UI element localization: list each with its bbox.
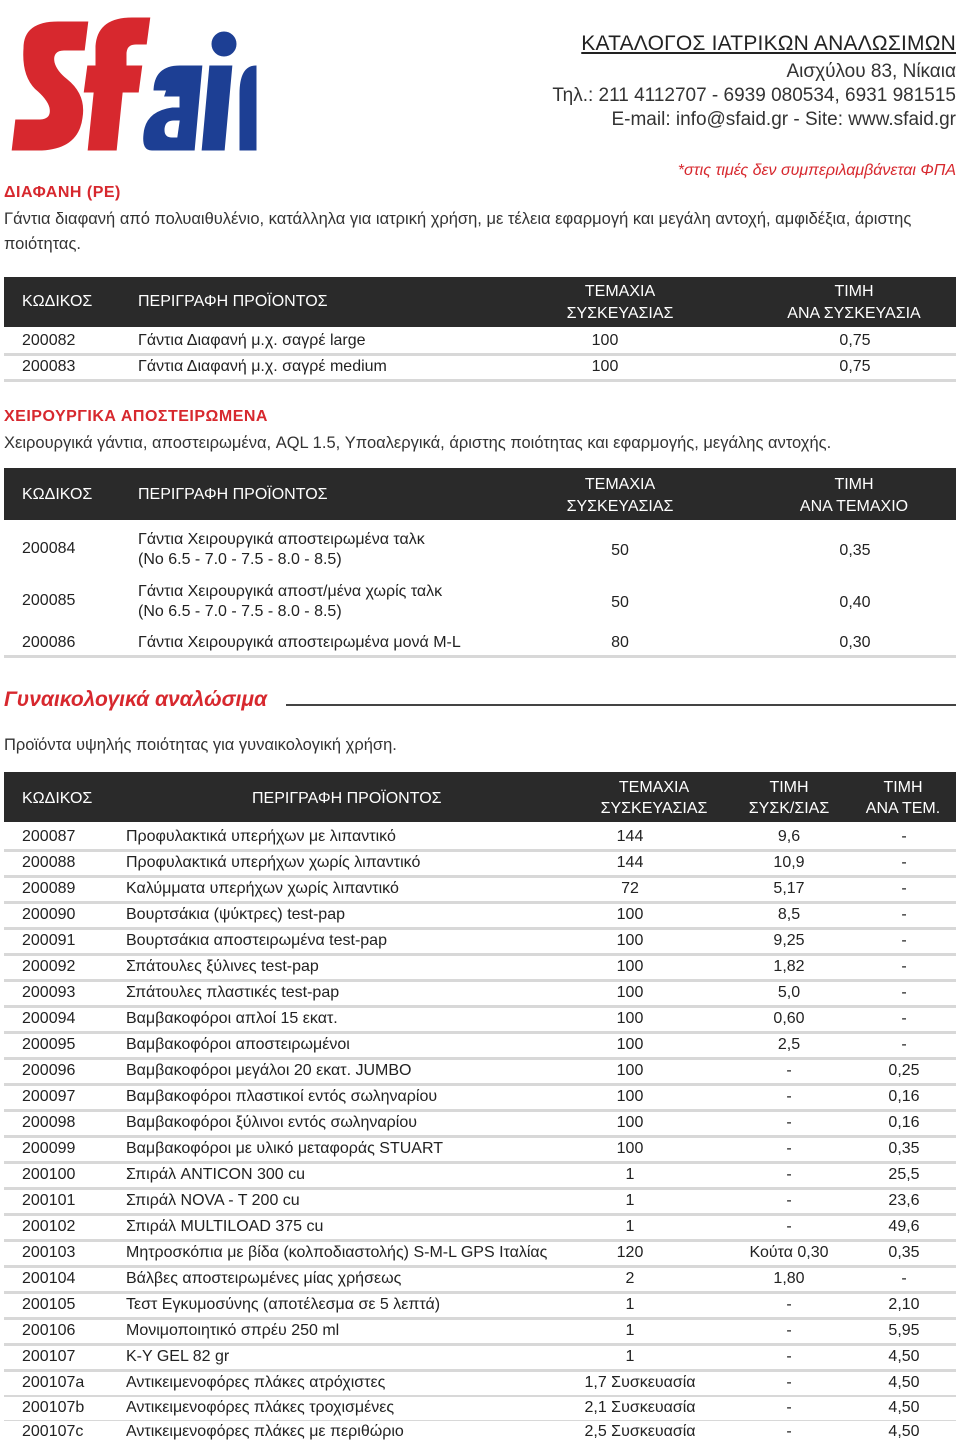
table-row xyxy=(4,1216,956,1242)
section-title-gynecology: Γυναικολογικά αναλώσιμα xyxy=(4,688,268,711)
cell-pack-price: - xyxy=(786,1322,792,1339)
section-title-surgical: ΧΕΙΡΟΥΡΓΙΚΑ ΑΠΟΣΤΕΙΡΩΜΕΝΑ xyxy=(4,408,268,425)
table-header-pe xyxy=(4,277,956,327)
cell-description: Αντικειμενοφόρες πλάκες τροχισμένες xyxy=(126,1399,395,1416)
table-row xyxy=(4,1034,956,1060)
cell-pack-price: - xyxy=(786,1192,792,1209)
cell-qty: 100 xyxy=(591,332,619,349)
cell-unit-price: 5,95 xyxy=(888,1322,920,1339)
cell-description: Αντικειμενοφόρες πλάκες ατρόχιστες xyxy=(126,1374,386,1391)
cell-code: 200092 xyxy=(22,958,76,975)
header-code: ΚΩΔΙΚΟΣ xyxy=(22,293,93,310)
table-row xyxy=(4,904,956,930)
cell-unit-price: 2,10 xyxy=(888,1296,920,1313)
table-row xyxy=(4,826,956,852)
cell-unit-price: 4,50 xyxy=(888,1374,920,1391)
cell-description: Αντικειμενοφόρες πλάκες με περιθώριο xyxy=(126,1423,404,1440)
cell-qty: 100 xyxy=(591,358,619,375)
header-unit-price-line2: ΑΝΑ ΤΕΜ. xyxy=(865,800,941,817)
cell-description: Γάντια Χειρουργικά αποστειρωμένα μονά M-L xyxy=(138,634,461,651)
cell-unit-price: - xyxy=(901,854,907,871)
cell-code: 200091 xyxy=(22,932,76,949)
header-contact xyxy=(552,32,956,132)
cell-description: Σπάτουλες πλαστικές test-pap xyxy=(126,984,340,1001)
logo-aid-mark xyxy=(142,30,258,152)
cell-pack-price: 1,82 xyxy=(773,958,805,975)
header-description: ΠΕΡΙΓΡΑΦΗ ΠΡΟΪΟΝΤΟΣ xyxy=(138,293,328,310)
cell-unit-price: 0,16 xyxy=(888,1088,920,1105)
cell-code: 200085 xyxy=(22,592,76,609)
table-row xyxy=(4,1320,956,1346)
cell-pack-price: 0,60 xyxy=(773,1010,805,1027)
cell-unit-price: - xyxy=(901,906,907,923)
cell-description: Γάντια Διαφανή μ.χ. σαγρέ large xyxy=(138,332,366,349)
cell-code: 200101 xyxy=(22,1192,76,1209)
header-price-line1: ΤΙΜΗ xyxy=(834,283,874,300)
cell-unit-price: 0,35 xyxy=(888,1140,920,1157)
cell-code: 200107c xyxy=(22,1423,84,1440)
cell-qty: 2 xyxy=(625,1270,635,1287)
cell-unit-price: 23,6 xyxy=(888,1192,920,1209)
cell-qty: 100 xyxy=(616,1088,644,1105)
cell-code: 200100 xyxy=(22,1166,76,1183)
cell-pack-price: - xyxy=(786,1088,792,1105)
cell-qty: 100 xyxy=(616,1062,644,1079)
cell-pack-price: 5,0 xyxy=(777,984,801,1001)
cell-pack-price: Κούτα 0,30 xyxy=(749,1244,829,1261)
cell-pack-price: 9,6 xyxy=(777,828,801,845)
cell-pack-price: - xyxy=(786,1423,792,1440)
cell-qty: 1,7 Συσκευασία xyxy=(584,1374,696,1391)
cell-description: Βουρτσάκια (ψύκτρες) test-pap xyxy=(126,906,345,923)
cell-qty: 100 xyxy=(616,1036,644,1053)
cell-pack-price: 9,25 xyxy=(773,932,805,949)
cell-qty: 1 xyxy=(625,1166,635,1183)
cell-qty: 1 xyxy=(625,1218,635,1235)
cell-description: Σπιράλ MULTILOAD 375 cu xyxy=(126,1218,324,1235)
table-row xyxy=(4,1008,956,1034)
table-row xyxy=(4,528,956,576)
table-row xyxy=(4,1242,956,1268)
cell-code: 200093 xyxy=(22,984,76,1001)
cell-code: 200107 xyxy=(22,1348,76,1365)
header-qty-line2: ΣΥΣΚΕΥΑΣΙΑΣ xyxy=(566,498,674,515)
cell-pack-price: 5,17 xyxy=(773,880,805,897)
cell-description: Βάλβες αποστειρωμένες μίας χρήσεως xyxy=(126,1270,402,1287)
cell-code: 200104 xyxy=(22,1270,76,1287)
cell-pack-price: - xyxy=(786,1218,792,1235)
header-description: ΠΕΡΙΓΡΑΦΗ ΠΡΟΪΟΝΤΟΣ xyxy=(252,790,442,807)
cell-description: Μητροσκόπια με βίδα (κολποδιαστολής) S-M-L GPS Ιταλίας xyxy=(126,1244,548,1261)
table-row xyxy=(4,956,956,982)
header-qty-line2: ΣΥΣΚΕΥΑΣΙΑΣ xyxy=(600,800,708,817)
cell-description: Προφυλακτικά υπερήχων με λιπαντικό xyxy=(126,828,396,845)
cell-qty: 1 xyxy=(625,1296,635,1313)
cell-pack-price: 8,5 xyxy=(777,906,801,923)
table-row xyxy=(4,1190,956,1216)
cell-unit-price: - xyxy=(901,1036,907,1053)
table-row xyxy=(4,1294,956,1320)
cell-description-line2: (No 6.5 - 7.0 - 7.5 - 8.0 - 8.5) xyxy=(138,551,342,568)
cell-code: 200107b xyxy=(22,1399,85,1416)
cell-pack-price: - xyxy=(786,1166,792,1183)
cell-code: 200089 xyxy=(22,880,76,897)
table-row xyxy=(4,1164,956,1190)
header-qty-line1: ΤΕΜΑΧΙΑ xyxy=(584,476,656,493)
cell-price: 0,35 xyxy=(839,542,871,559)
cell-unit-price: 4,50 xyxy=(888,1399,920,1416)
header-code: ΚΩΔΙΚΟΣ xyxy=(22,790,93,807)
cell-qty: 100 xyxy=(616,1010,644,1027)
cell-code: 200099 xyxy=(22,1140,76,1157)
section-title-pe: ΔΙΑΦΑΝΗ (PE) xyxy=(4,184,121,201)
cell-description: Βουρτσάκια αποστειρωμένα test-pap xyxy=(126,932,387,949)
header-qty-line1: ΤΕΜΑΧΙΑ xyxy=(618,779,690,796)
cell-unit-price: - xyxy=(901,880,907,897)
table-row xyxy=(4,1346,956,1372)
cell-pack-price: - xyxy=(786,1114,792,1131)
cell-description-line2: (No 6.5 - 7.0 - 7.5 - 8.0 - 8.5) xyxy=(138,603,342,620)
cell-description-line1: Γάντια Χειρουργικά αποστειρωμένα ταλκ xyxy=(138,531,425,548)
header-qty-line1: ΤΕΜΑΧΙΑ xyxy=(584,283,656,300)
cell-qty: 1 xyxy=(625,1348,635,1365)
section-divider xyxy=(286,704,956,706)
cell-description: Βαμβακοφόροι πλαστικοί εντός σωληναρίου xyxy=(126,1088,438,1105)
cell-description: Βαμβακοφόροι αποστειρωμένοι xyxy=(126,1036,350,1053)
cell-description: Γάντια Διαφανή μ.χ. σαγρέ medium xyxy=(138,358,387,375)
cell-description: Βαμβακοφόροι με υλικό μεταφοράς STUART xyxy=(126,1140,444,1157)
cell-pack-price: - xyxy=(786,1296,792,1313)
cell-qty: 100 xyxy=(616,1140,644,1157)
cell-pack-price: 10,9 xyxy=(773,854,805,871)
cell-code: 200102 xyxy=(22,1218,76,1235)
cell-qty: 100 xyxy=(616,1114,644,1131)
table-row xyxy=(4,852,956,878)
cell-description: K-Y GEL 82 gr xyxy=(126,1348,230,1365)
cell-qty: 80 xyxy=(611,634,629,651)
cell-code: 200094 xyxy=(22,1010,76,1027)
cell-pack-price: 1,80 xyxy=(773,1270,805,1287)
cell-description: Βαμβακοφόροι ξύλινοι εντός σωληναρίου xyxy=(126,1114,417,1131)
header-pack-price-line2: ΣΥΣΚ/ΣΙΑΣ xyxy=(748,800,830,817)
cell-pack-price: 2,5 xyxy=(777,1036,801,1053)
table-row xyxy=(4,1138,956,1164)
logo-sf-mark xyxy=(10,16,152,152)
cell-qty: 1 xyxy=(625,1322,635,1339)
cell-unit-price: 0,16 xyxy=(888,1114,920,1131)
table-row xyxy=(4,1060,956,1086)
cell-pack-price: - xyxy=(786,1399,792,1416)
section-description-surgical: Χειρουργικά γάντια, αποστειρωμένα, AQL 1.5, Υποαλεργικά, άριστης ποιότητας και εφαρμογής, μεγάλης αντοχής. xyxy=(4,434,832,452)
header-unit-price-line1: ΤΙΜΗ xyxy=(883,779,923,796)
cell-qty: 100 xyxy=(616,932,644,949)
cell-qty: 50 xyxy=(611,542,629,559)
table-row xyxy=(4,1372,956,1398)
cell-pack-price: - xyxy=(786,1348,792,1365)
header-price-line1: ΤΙΜΗ xyxy=(834,476,874,493)
cell-description: Τεστ Εγκυμοσύνης (αποτέλεσμα σε 5 λεπτά) xyxy=(126,1296,441,1313)
cell-qty: 72 xyxy=(621,880,639,897)
cell-description: Προφυλακτικά υπερήχων χωρίς λιπαντικό xyxy=(126,854,421,871)
cell-unit-price: - xyxy=(901,828,907,845)
header-price-line2: ΑΝΑ ΤΕΜΑΧΙΟ xyxy=(799,498,909,515)
cell-unit-price: - xyxy=(901,984,907,1001)
address: Αισχύλου 83, Νίκαια xyxy=(786,61,956,82)
cell-description: Σπιράλ ANTICON 300 cu xyxy=(126,1166,305,1183)
cell-qty: 100 xyxy=(616,906,644,923)
cell-description: Σπιράλ NOVA - T 200 cu xyxy=(126,1192,300,1209)
cell-price: 0,40 xyxy=(839,594,871,611)
cell-code: 200095 xyxy=(22,1036,76,1053)
cell-pack-price: - xyxy=(786,1374,792,1391)
cell-description: Βαμβακοφόροι μεγάλοι 20 εκατ. JUMBO xyxy=(126,1062,412,1079)
cell-unit-price: - xyxy=(901,1270,907,1287)
table-row xyxy=(4,878,956,904)
cell-code: 200090 xyxy=(22,906,76,923)
cell-unit-price: 4,50 xyxy=(888,1423,920,1440)
cell-qty: 120 xyxy=(616,1244,644,1261)
table-row xyxy=(4,982,956,1008)
cell-unit-price: 0,25 xyxy=(888,1062,920,1079)
cell-qty: 2,1 Συσκευασία xyxy=(584,1399,696,1416)
cell-unit-price: - xyxy=(901,958,907,975)
cell-description: Βαμβακοφόροι απλοί 15 εκατ. xyxy=(126,1010,338,1027)
cell-unit-price: 0,35 xyxy=(888,1244,920,1261)
table-row xyxy=(4,356,956,382)
table-row xyxy=(4,1397,956,1423)
cell-code: 200103 xyxy=(22,1244,76,1261)
cell-description-line1: Γάντια Χειρουργικά αποστ/μένα χωρίς ταλκ xyxy=(138,583,443,600)
table-row xyxy=(4,1086,956,1112)
cell-code: 200083 xyxy=(22,358,76,375)
sfaid-logo xyxy=(2,2,260,158)
email-site[interactable]: E-mail: info@sfaid.gr - Site: www.sfaid.gr xyxy=(611,109,956,130)
cell-code: 200105 xyxy=(22,1296,76,1313)
table-row xyxy=(4,1268,956,1294)
cell-code: 200088 xyxy=(22,854,76,871)
cell-qty: 100 xyxy=(616,984,644,1001)
cell-code: 200087 xyxy=(22,828,76,845)
header-code: ΚΩΔΙΚΟΣ xyxy=(22,486,93,503)
cell-price: 0,75 xyxy=(839,332,871,349)
cell-pack-price: - xyxy=(786,1062,792,1079)
cell-code: 200084 xyxy=(22,540,76,557)
phone: Τηλ.: 211 4112707 - 6939 080534, 6931 981515 xyxy=(552,85,956,106)
cell-price: 0,30 xyxy=(839,634,871,651)
cell-qty: 144 xyxy=(616,828,644,845)
vat-note: *στις τιμές δεν συμπεριλαμβάνεται ΦΠΑ xyxy=(677,162,956,179)
section-description-pe: Γάντια διαφανή από πολυαιθυλένιο, κατάλληλα για ιατρική χρήση, με τέλεια εφαρμογή και μεγάλη αντοχή, αμφιδέξια, άριστης ποιότητας. xyxy=(4,210,912,253)
table-row xyxy=(4,330,956,356)
cell-description: Μονιμοποιητικό σπρέυ 250 ml xyxy=(126,1322,340,1339)
header-qty-line2: ΣΥΣΚΕΥΑΣΙΑΣ xyxy=(566,305,674,322)
cell-code: 200098 xyxy=(22,1114,76,1131)
cell-unit-price: 25,5 xyxy=(888,1166,920,1183)
table-header-gynecology xyxy=(4,772,956,822)
cell-unit-price: 4,50 xyxy=(888,1348,920,1365)
table-header-surgical xyxy=(4,468,956,520)
cell-description: Σπάτουλες ξύλινες test-pap xyxy=(126,958,319,975)
cell-code: 200096 xyxy=(22,1062,76,1079)
catalog-title: ΚΑΤΑΛΟΓΟΣ ΙΑΤΡΙΚΩΝ ΑΝΑΛΩΣΙΜΩΝ xyxy=(581,32,956,55)
table-row xyxy=(4,930,956,956)
header-pack-price-line1: ΤΙΜΗ xyxy=(769,779,809,796)
cell-code: 200082 xyxy=(22,332,76,349)
section-description-gynecology: Προϊόντα υψηλής ποιότητας για γυναικολογική χρήση. xyxy=(4,736,397,754)
cell-qty: 2,5 Συσκευασία xyxy=(584,1423,696,1440)
cell-code: 200086 xyxy=(22,634,76,651)
cell-unit-price: 49,6 xyxy=(888,1218,920,1235)
cell-qty: 100 xyxy=(616,958,644,975)
cell-pack-price: - xyxy=(786,1140,792,1157)
header-price-line2: ΑΝΑ ΣΥΣΚΕΥΑΣΙΑ xyxy=(787,305,921,322)
cell-qty: 144 xyxy=(616,854,644,871)
table-row xyxy=(4,1421,956,1444)
cell-code: 200106 xyxy=(22,1322,76,1339)
table-row xyxy=(4,1112,956,1138)
cell-code: 200107a xyxy=(22,1374,85,1391)
cell-qty: 1 xyxy=(625,1192,635,1209)
cell-description: Καλύμματα υπερήχων χωρίς λιπαντικό xyxy=(126,880,399,897)
cell-unit-price: - xyxy=(901,1010,907,1027)
table-row xyxy=(4,580,956,628)
header-description: ΠΕΡΙΓΡΑΦΗ ΠΡΟΪΟΝΤΟΣ xyxy=(138,486,328,503)
table-row xyxy=(4,632,956,658)
cell-unit-price: - xyxy=(901,932,907,949)
cell-qty: 50 xyxy=(611,594,629,611)
cell-code: 200097 xyxy=(22,1088,76,1105)
cell-price: 0,75 xyxy=(839,358,871,375)
